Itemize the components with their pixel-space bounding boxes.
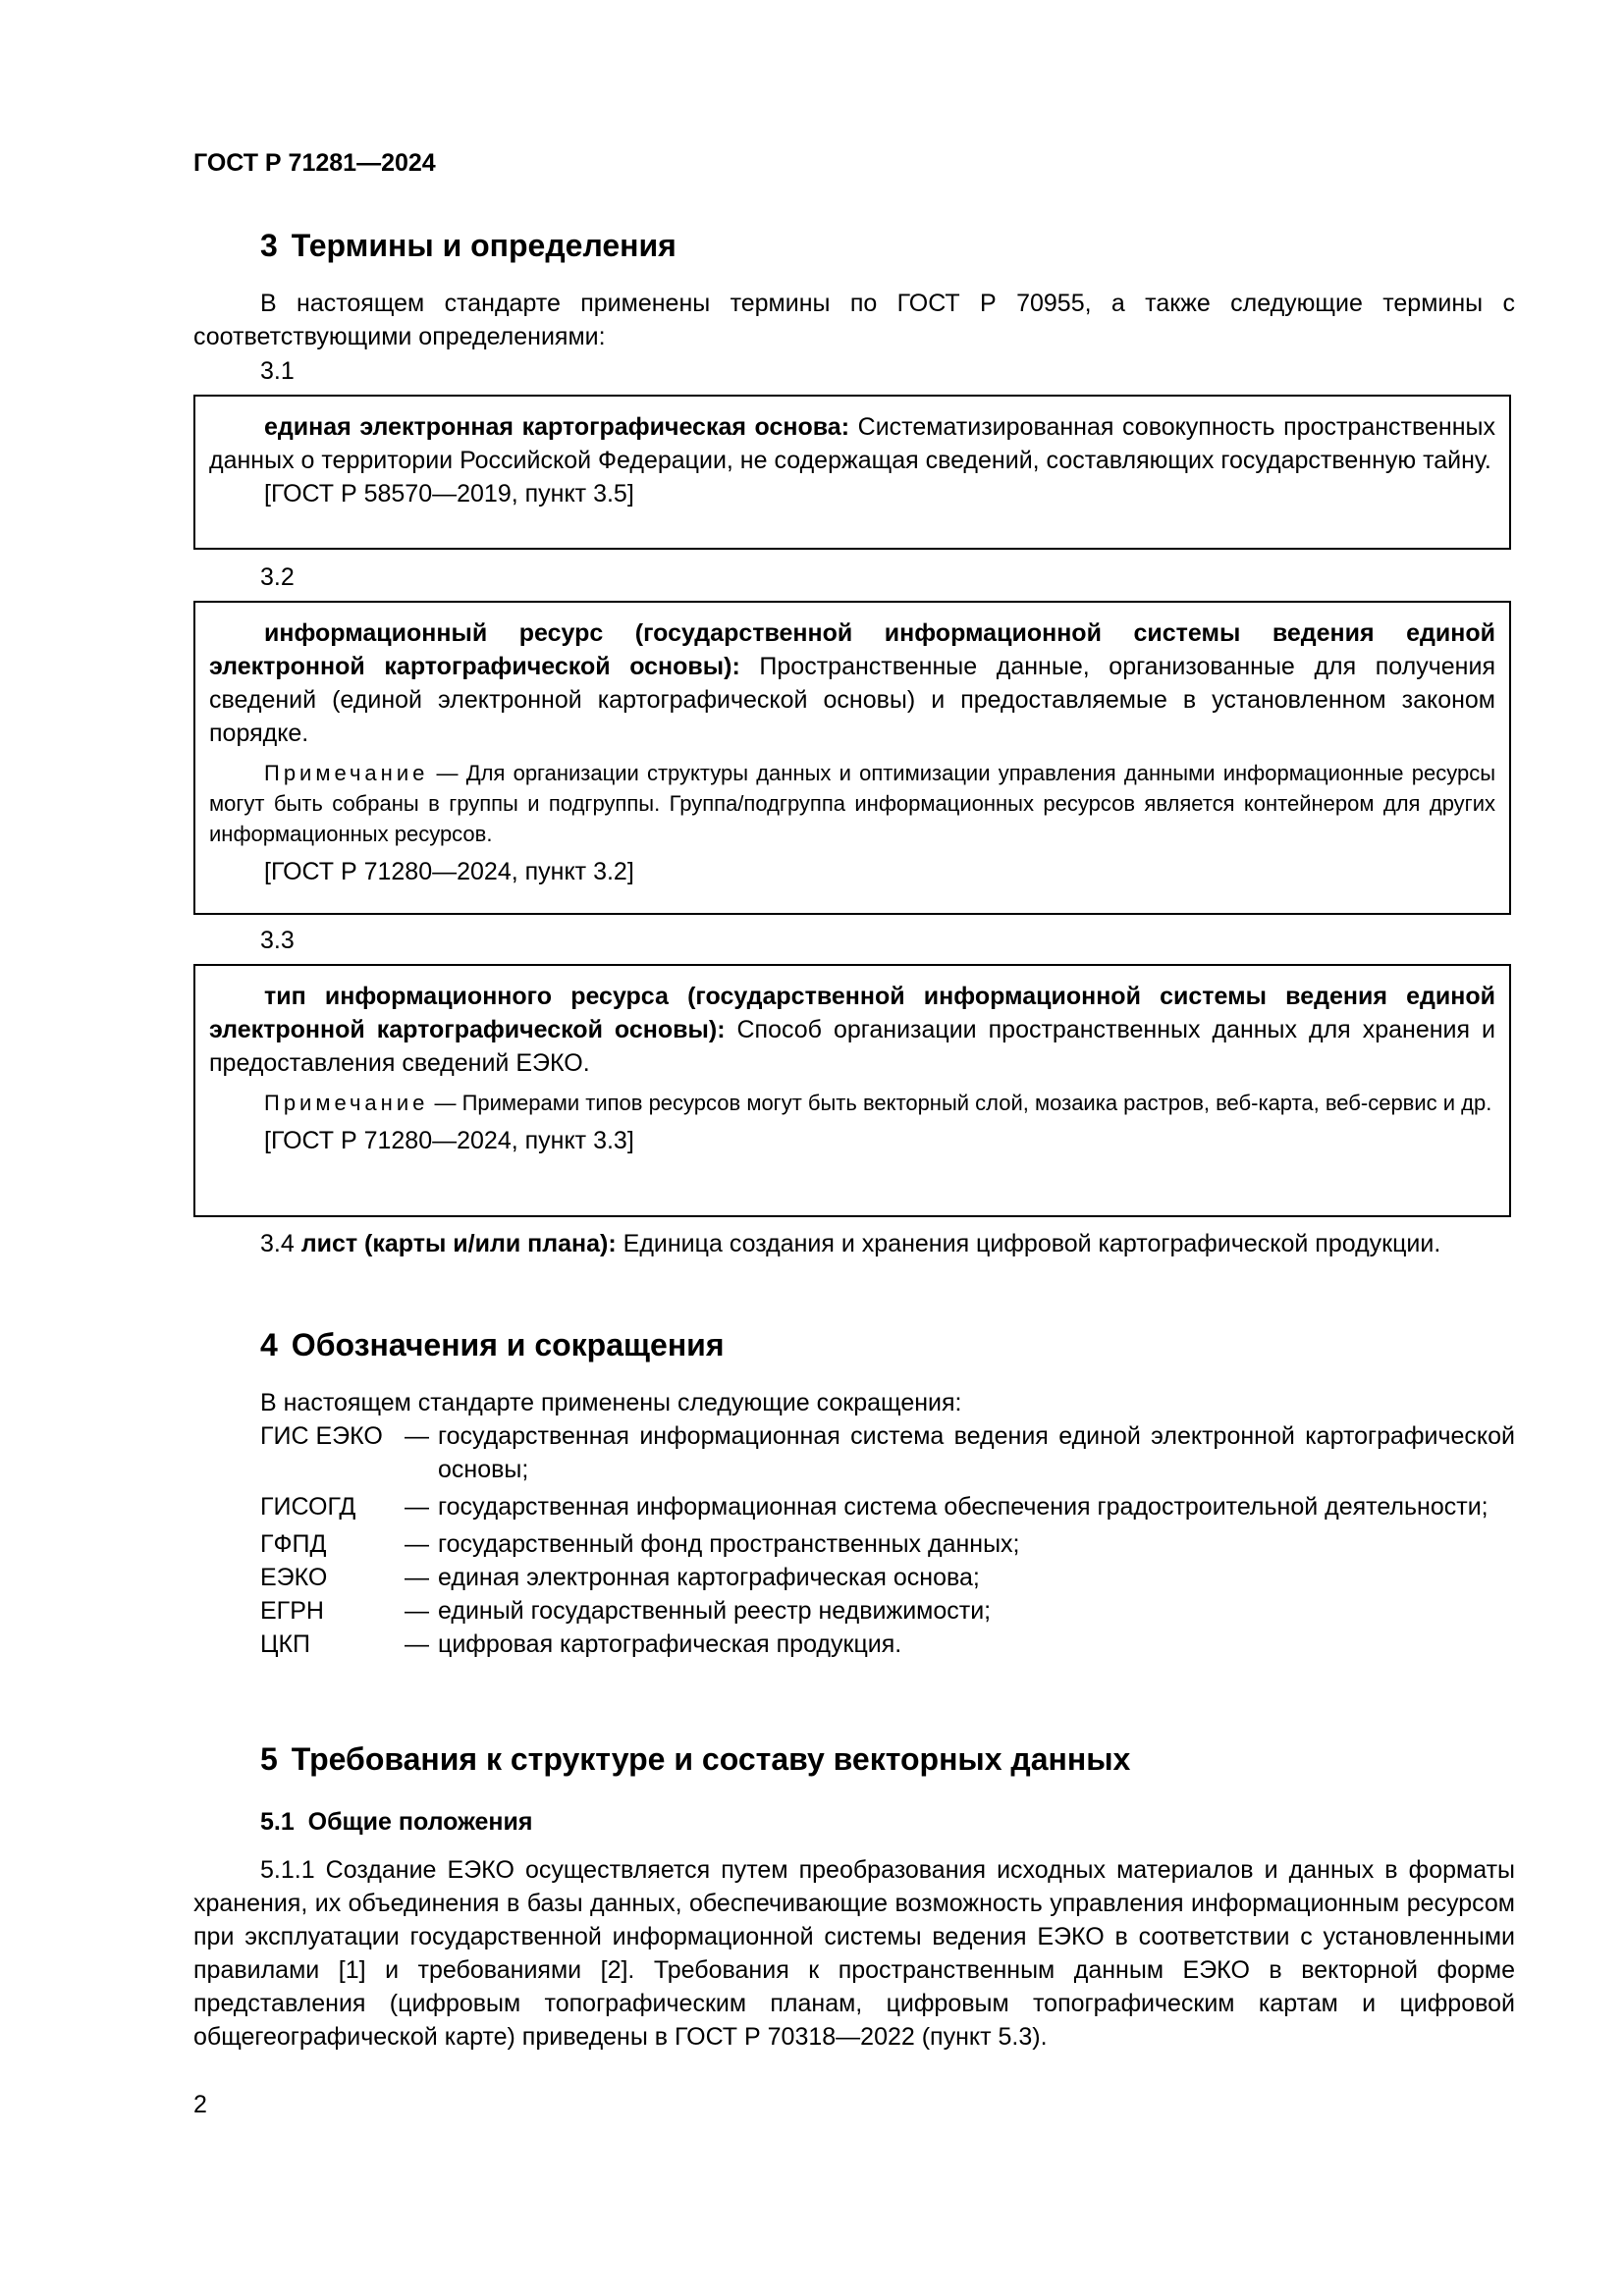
abbreviation-value: государственная информационная система обеспечения градостроительной деятельности; [438, 1493, 1489, 1521]
term-definition [209, 980, 1495, 1080]
term-box-3-1 [193, 395, 1511, 550]
term-source: [ГОСТ Р 71280—2024, пункт 3.3] [264, 1127, 634, 1154]
section-4-intro: В настоящем стандарте применены следующие сокращения: [260, 1389, 962, 1416]
abbreviation-value: государственная информационная система ведения единой электронной картографической основы; [438, 1422, 1515, 1483]
abbreviation-key: ГИСОГД [260, 1493, 356, 1521]
term-number-3-1: 3.1 [260, 357, 295, 385]
section-title: Обозначения и сокращения [291, 1327, 725, 1362]
subsection-5-1-heading [260, 1808, 532, 1837]
section-number: 5 [260, 1741, 278, 1777]
note-text: — Для организации структуры данных и оптимизации управления данными информационные ресурсы могут быть собраны в группы и подгруппы. Группа/подгруппа информационных ресурсов является контейнером для других информационных ресурсов. [209, 761, 1495, 846]
section-5-heading [260, 1741, 1130, 1778]
abbreviation-key: ГИС ЕЭКО [260, 1422, 383, 1450]
document-code-header: ГОСТ Р 71281—2024 [193, 149, 436, 177]
abbreviation-row [260, 1490, 1515, 1523]
subsection-number: 5.1 [260, 1808, 295, 1836]
term-text: Систематизированная совокупность пространственных данных о территории Российской Федерации, не содержащая сведений, составляющих государственную тайну. [209, 413, 1495, 474]
term-note [209, 758, 1495, 849]
paragraph-5-1-1: 5.1.1 Создание ЕЭКО осуществляется путем преобразования исходных материалов и данных в форматы хранения, их объединения в базы данных, обеспечивающие возможность управления информационным ресурсом при эксплуатации государственной информационной системы ведения ЕЭКО в соответствии с установленными правилами [1] и требованиями [2]. Требования к пространственным данным ЕЭКО в векторной форме представления (цифровым топографическим планам, цифровым топографическим картам и цифровой общегеографической карте) приведены в ГОСТ Р 70318—2022 (пункт 5.3). [193, 1856, 1515, 2051]
term-text: Единица создания и хранения цифровой картографической продукции. [616, 1230, 1441, 1257]
abbreviation-dash: — [405, 1564, 429, 1591]
abbreviation-row [260, 1628, 1515, 1661]
section-3-intro: В настоящем стандарте применены термины по ГОСТ Р 70955, а также следующие термины с соответствующими определениями: [193, 290, 1515, 350]
term-number-3-3: 3.3 [260, 927, 295, 954]
abbreviation-value: цифровая картографическая продукция. [438, 1630, 902, 1658]
abbreviation-value: единый государственный реестр недвижимости; [438, 1597, 992, 1625]
note-label: Примечание [264, 1091, 429, 1115]
section-4-heading [260, 1327, 724, 1363]
term-number-3-4: 3.4 [260, 1230, 295, 1257]
term-note [209, 1088, 1495, 1118]
term-box-3-3 [193, 964, 1511, 1217]
abbreviation-key: ЕЭКО [260, 1564, 328, 1591]
section-title: Термины и определения [291, 228, 677, 263]
term-source: [ГОСТ Р 71280—2024, пункт 3.2] [264, 858, 634, 885]
term-text: Пространственные данные, организованные для получения сведений (единой электронной картографической основы) и предоставляемые в установленном законом порядке. [209, 653, 1495, 747]
abbreviation-dash: — [405, 1597, 429, 1625]
abbreviation-row [260, 1419, 1515, 1486]
term-definition [209, 410, 1495, 477]
abbreviation-value: государственный фонд пространственных данных; [438, 1530, 1020, 1558]
abbreviation-dash: — [405, 1422, 429, 1450]
abbreviation-row [260, 1561, 1515, 1594]
term-text: Способ организации пространственных данных для хранения и предоставления сведений ЕЭКО. [209, 1016, 1495, 1077]
page-number: 2 [193, 2091, 207, 2118]
term-name: тип информационного ресурса (государственной информационной системы ведения единой электронной картографической основы): [209, 983, 1495, 1043]
abbreviation-dash: — [405, 1630, 429, 1658]
term-name: лист (карты и/или плана): [300, 1230, 617, 1257]
note-label: Примечание [264, 761, 429, 785]
abbreviation-value: единая электронная картографическая основа; [438, 1564, 980, 1591]
section-number: 3 [260, 228, 278, 263]
term-3-4 [193, 1227, 1515, 1260]
abbreviation-row [260, 1527, 1515, 1561]
term-definition [209, 616, 1495, 750]
abbreviation-dash: — [405, 1530, 429, 1558]
abbreviation-key: ЕГРН [260, 1597, 324, 1625]
abbreviation-dash: — [405, 1493, 429, 1521]
term-number-3-2: 3.2 [260, 563, 295, 591]
term-name: единая электронная картографическая основа: [264, 413, 850, 441]
abbreviations-list [260, 1419, 1515, 1661]
term-name: информационный ресурс (государственной информационной системы ведения единой электронной картографической основы): [209, 619, 1495, 680]
section-3-heading [260, 228, 677, 264]
abbreviation-key: ЦКП [260, 1630, 311, 1658]
abbreviation-key: ГФПД [260, 1530, 327, 1558]
subsection-title: Общие положения [307, 1808, 533, 1836]
term-box-3-2 [193, 601, 1511, 915]
section-title: Требования к структуре и составу векторных данных [291, 1741, 1131, 1777]
section-number: 4 [260, 1327, 278, 1362]
note-text: — Примерами типов ресурсов могут быть векторный слой, мозаика растров, веб-карта, веб-сервис и др. [428, 1091, 1492, 1115]
abbreviation-row [260, 1594, 1515, 1628]
term-source: [ГОСТ Р 58570—2019, пункт 3.5] [264, 480, 634, 507]
